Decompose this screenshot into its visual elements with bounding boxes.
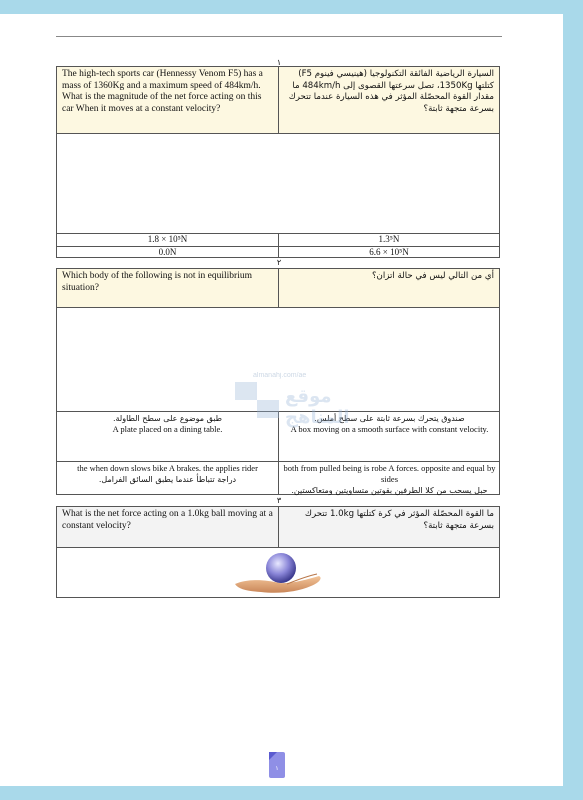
watermark-logo <box>235 382 257 400</box>
divider <box>57 307 499 308</box>
question-1-text-en: The high-tech sports car (Hennessy Venom F5) has a mass of 1360Kg and a maximum speed of 484km/h. What is the magnitude of the net force acting on this car When it moves at a constant velocity? <box>57 67 278 133</box>
question-1-box <box>56 66 500 258</box>
divider <box>57 133 499 134</box>
option-a-ar: طبق موضوع على سطح الطاولة. <box>112 414 223 423</box>
watermark-brand: موقع المناهج <box>285 386 350 428</box>
answer-choice[interactable]: 1.8 × 10⁵N <box>147 234 188 244</box>
option-b-en: A box moving on a smooth surface with constant velocity. <box>290 424 489 434</box>
divider <box>278 67 279 133</box>
page-number: ١ <box>275 766 279 772</box>
option-a-en: A plate placed on a dining table. <box>112 424 223 434</box>
divider <box>278 233 279 258</box>
header-rule <box>56 36 502 37</box>
question-2-number: ٢ <box>276 258 282 267</box>
question-1-number: ١ <box>276 58 282 67</box>
watermark-url: almanahj.com/ae <box>253 372 307 379</box>
watermark <box>225 372 375 442</box>
option-d-ar: حبل يسحب من كلا الطرفين بقوتين متساويتين ومتعاكستين. <box>291 486 488 495</box>
answer-choice[interactable]: 1.3⁵N <box>378 234 400 244</box>
divider <box>278 507 279 547</box>
frame-top <box>0 0 583 14</box>
question-3-number: ٣ <box>276 496 282 505</box>
option-b-ar: صندوق يتحرك بسرعة ثابتة على سطح أملس. <box>314 414 465 423</box>
option-c[interactable] <box>61 463 274 495</box>
hand-holding-ball-icon <box>227 550 327 597</box>
page-tab-fold <box>269 752 277 760</box>
question-2-text-en: Which body of the following is not in equilibrium situation? <box>57 269 278 307</box>
question-3-box <box>56 506 500 598</box>
option-d[interactable] <box>283 463 496 495</box>
option-d-en: both from pulled being is robe A forces. opposite and equal by sides <box>283 463 496 484</box>
option-c-en: the when down slows bike A brakes. the applies rider <box>77 463 258 473</box>
question-1-text-ar: السيارة الرياضية الفائقة التكنولوجيا (هينيسي فينوم F5) كتلتها 1350Kg، تصل سرعتها القصوى إلى 484km/h ما مقدار القوة المحصّلة المؤثر في هذه السيارة عندما تتحرك بسرعة متجهة ثابتة؟ <box>279 67 499 133</box>
answer-choice[interactable]: 0.0N <box>158 247 177 257</box>
question-3-text-en: What is the net force acting on a 1.0kg ball moving at a constant velocity? <box>57 507 278 547</box>
frame-right <box>563 0 583 800</box>
divider <box>57 547 499 548</box>
divider <box>278 269 279 307</box>
question-2-text-ar: أي من التالي ليس في حالة اتزان؟ <box>279 269 499 307</box>
question-3-text-ar: ما القوة المحصّلة المؤثر في كرة كتلتها 1.0kg تتحرك بسرعة متجهة ثابتة؟ <box>279 507 499 547</box>
answer-choice[interactable]: 6.6 × 10⁵N <box>369 247 409 257</box>
frame-bottom <box>0 786 583 800</box>
watermark-logo <box>257 400 279 418</box>
option-c-ar: دراجة تتباطأ عندما يطبق السائق الفرامل. <box>98 475 237 484</box>
page-number-tab <box>269 752 285 778</box>
frame-left <box>0 0 22 800</box>
